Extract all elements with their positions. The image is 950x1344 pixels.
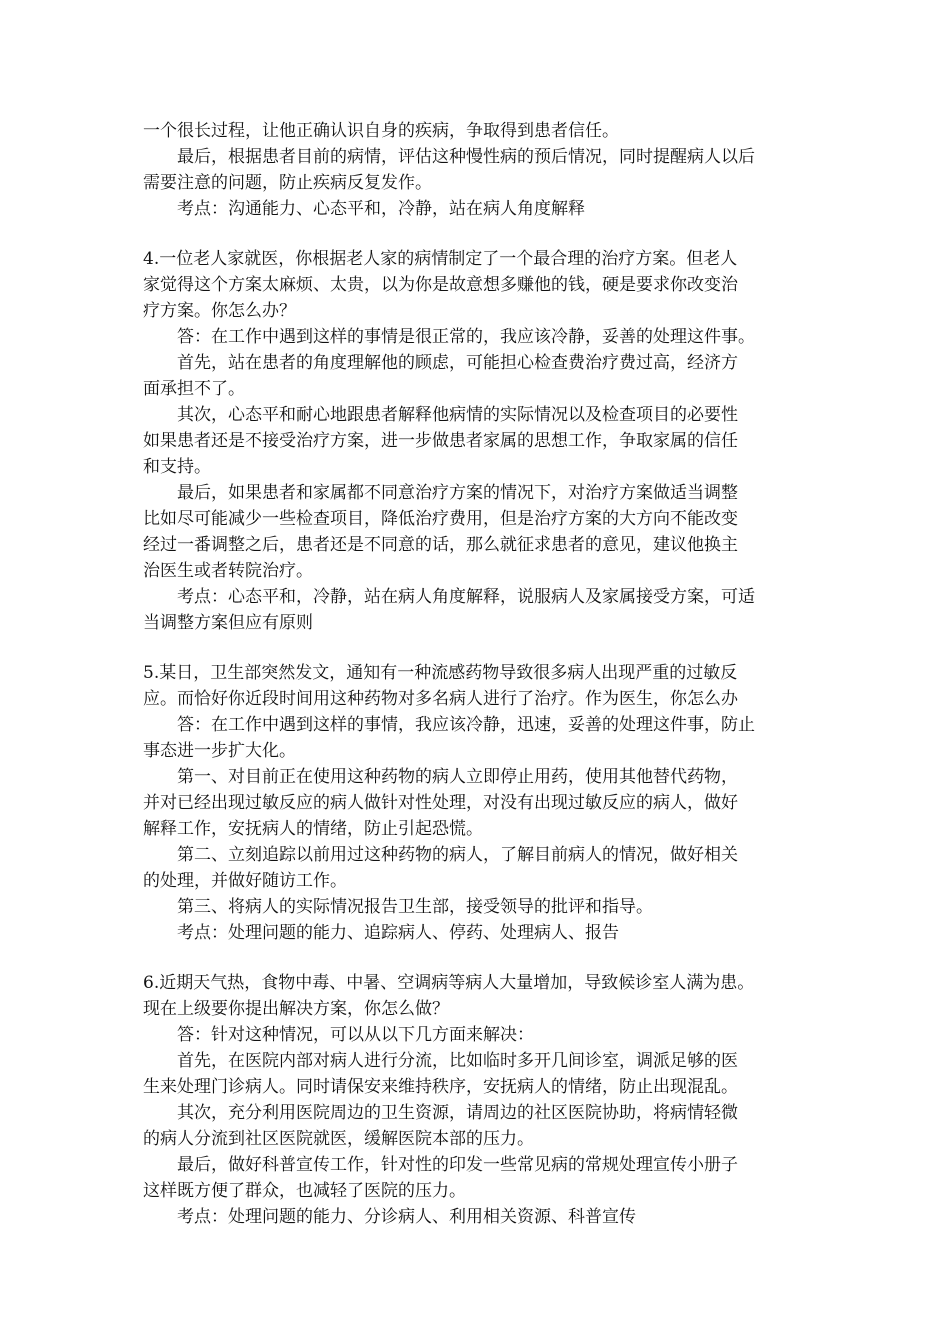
text-line: 最后，如果患者和家属都不同意治疗方案的情况下，对治疗方案做适当调整 xyxy=(177,483,738,503)
text-line: 考点：处理问题的能力、追踪病人、停药、处理病人、报告 xyxy=(177,923,619,943)
text-line: 4.一位老人家就医，你根据老人家的病情制定了一个最合理的治疗方案。但老人 xyxy=(143,249,738,269)
text-line: 第一、对目前正在使用这种药物的病人立即停止用药，使用其他替代药物， xyxy=(177,767,738,787)
text-line: 5.某日，卫生部突然发文，通知有一种流感药物导致很多病人出现严重的过敏反 xyxy=(143,663,738,683)
text-line: 考点：沟通能力、心态平和，冷静，站在病人角度解释 xyxy=(177,199,585,219)
text-line: 其次，心态平和耐心地跟患者解释他病情的实际情况以及检查项目的必要性 xyxy=(177,405,738,425)
text-line: 现在上级要你提出解决方案，你怎么做？ xyxy=(143,999,449,1019)
text-line: 事态进一步扩大化。 xyxy=(143,741,296,761)
text-line: 答：针对这种情况，可以从以下几方面来解决： xyxy=(177,1025,534,1045)
text-line: 答：在工作中遇到这样的事情是很正常的，我应该冷静，妥善的处理这件事。 xyxy=(177,327,755,347)
text-line: 考点：处理问题的能力、分诊病人、利用相关资源、科普宣传 xyxy=(177,1207,636,1227)
text-line: 的病人分流到社区医院就医，缓解医院本部的压力。 xyxy=(143,1129,534,1149)
text-line: 治医生或者转院治疗。 xyxy=(143,561,313,581)
question-block xyxy=(143,246,813,636)
text-line: 第三、将病人的实际情况报告卫生部，接受领导的批评和指导。 xyxy=(177,897,653,917)
text-line: 最后，根据患者目前的病情，评估这种慢性病的预后情况，同时提醒病人以后 xyxy=(177,147,755,167)
text-line: 生来处理门诊病人。同时请保安来维持秩序，安抚病人的情绪，防止出现混乱。 xyxy=(143,1077,738,1097)
text-line: 面承担不了。 xyxy=(143,379,245,399)
text-line: 其次，充分利用医院周边的卫生资源，请周边的社区医院协助，将病情轻微 xyxy=(177,1103,738,1123)
text-line: 如果患者还是不接受治疗方案，进一步做患者家属的思想工作，争取家属的信任 xyxy=(143,431,738,451)
text-line: 最后，做好科普宣传工作，针对性的印发一些常见病的常规处理宣传小册子 xyxy=(177,1155,738,1175)
paragraph-gap xyxy=(143,946,813,970)
text-line: 一个很长过程，让他正确认识自身的疾病，争取得到患者信任。 xyxy=(143,121,619,141)
text-line: 这样既方便了群众，也减轻了医院的压力。 xyxy=(143,1181,466,1201)
text-line: 首先，在医院内部对病人进行分流，比如临时多开几间诊室，调派足够的医 xyxy=(177,1051,738,1071)
text-line: 的处理，并做好随访工作。 xyxy=(143,871,347,891)
text-line: 家觉得这个方案太麻烦、太贵，以为你是故意想多赚他的钱，硬是要求你改变治 xyxy=(143,275,738,295)
text-line: 首先，站在患者的角度理解他的顾虑，可能担心检查费治疗费过高，经济方 xyxy=(177,353,738,373)
document-page xyxy=(143,118,813,1230)
question-block xyxy=(143,118,813,222)
text-line: 并对已经出现过敏反应的病人做针对性处理，对没有出现过敏反应的病人，做好 xyxy=(143,793,738,813)
text-line: 需要注意的问题，防止疾病反复发作。 xyxy=(143,173,432,193)
text-line: 应。而恰好你近段时间用这种药物对多名病人进行了治疗。作为医生，你怎么办 xyxy=(143,689,738,709)
text-line: 6.近期天气热，食物中毒、中暑、空调病等病人大量增加，导致候诊室人满为患。 xyxy=(143,973,755,993)
paragraph-gap xyxy=(143,222,813,246)
text-line: 答：在工作中遇到这样的事情，我应该冷静，迅速，妥善的处理这件事，防止 xyxy=(177,715,755,735)
text-line: 解释工作，安抚病人的情绪，防止引起恐慌。 xyxy=(143,819,483,839)
paragraph-gap xyxy=(143,636,813,660)
question-block xyxy=(143,660,813,946)
question-block xyxy=(143,970,813,1230)
text-line: 疗方案。你怎么办？ xyxy=(143,301,296,321)
text-line: 考点：心态平和，冷静，站在病人角度解释，说服病人及家属接受方案，可适 xyxy=(177,587,755,607)
text-line: 当调整方案但应有原则 xyxy=(143,613,313,633)
text-line: 经过一番调整之后，患者还是不同意的话，那么就征求患者的意见，建议他换主 xyxy=(143,535,738,555)
text-line: 第二、立刻追踪以前用过这种药物的病人，了解目前病人的情况，做好相关 xyxy=(177,845,738,865)
text-line: 和支持。 xyxy=(143,457,211,477)
text-line: 比如尽可能减少一些检查项目，降低治疗费用，但是治疗方案的大方向不能改变 xyxy=(143,509,738,529)
